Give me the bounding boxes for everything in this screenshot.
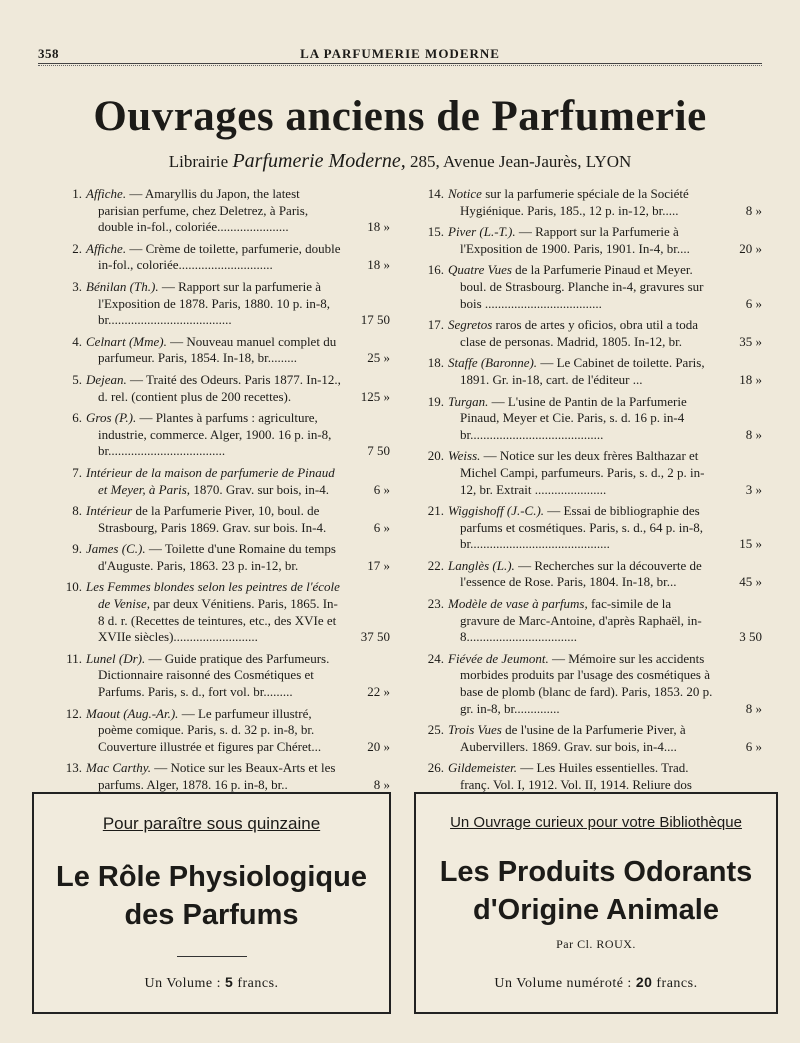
- catalogue-entry: [422, 651, 762, 717]
- entry-description: [448, 317, 762, 350]
- catalogue-entry: [60, 706, 390, 756]
- entry-price: 22 »: [367, 684, 390, 700]
- entry-price: 20 »: [739, 240, 762, 256]
- entry-number: 10.: [65, 579, 82, 595]
- entry-price: 18 »: [367, 257, 390, 273]
- entry-description: [448, 503, 762, 553]
- entry-author: Maout (Aug.-Ar.).: [86, 705, 179, 721]
- entry-text: de la Parfumerie Pinaud et Meyer. boul. de Strasbourg. Planche in-4, gravures sur bois ....................................: [460, 262, 704, 311]
- entry-author: Lunel (Dr).: [86, 650, 146, 666]
- entry-price: 3 »: [745, 481, 762, 497]
- running-header: [38, 44, 762, 64]
- entry-text: — Recherches sur la découverte de l'essence de Rose. Paris, 1804. In-18, br...: [460, 557, 702, 590]
- catalogue-entry: [60, 760, 390, 793]
- advert-kicker: Un Ouvrage curieux pour votre Bibliothèque: [450, 814, 742, 831]
- entry-price: 25 »: [367, 350, 390, 366]
- catalogue-entry: [60, 465, 390, 498]
- entry-price: 6 »: [745, 295, 762, 311]
- page-title: Ouvrages anciens de Parfumerie: [93, 93, 707, 140]
- entry-number: 22.: [427, 557, 444, 573]
- entry-author: Piver (L.-T.).: [448, 224, 516, 240]
- catalogue-entry: [60, 279, 390, 329]
- entry-author: Segretos: [448, 317, 493, 333]
- entry-number: 8.: [72, 503, 82, 519]
- subtitle-post: 285, Avenue Jean-Jaurès, LYON: [405, 152, 632, 171]
- entry-price: 6 »: [373, 519, 390, 535]
- entry-author: Weiss.: [448, 448, 481, 464]
- entry-author: Modèle de vase à parfums,: [448, 596, 588, 612]
- entry-price: 3 50: [739, 629, 762, 645]
- advert-divider: [177, 956, 247, 957]
- entry-author: Fiévée de Jeumont.: [448, 650, 549, 666]
- catalogue-entry: [422, 355, 762, 388]
- entry-price: 35 »: [739, 333, 762, 349]
- entry-text: — Traité des Odeurs. Paris 1877. In-12., d. rel. (contient plus de 200 recettes).: [98, 371, 341, 404]
- entry-text: — Les Huiles essentielles. Trad. franç. Vol. I, 1912. Vol. II, 1914. Reliure dos: [460, 760, 692, 792]
- entry-description: [448, 262, 762, 312]
- catalogue-entry: [422, 186, 762, 219]
- catalogue-entry: [60, 186, 390, 236]
- entry-author: Notice: [448, 186, 482, 201]
- entry-description: [448, 186, 762, 219]
- entry-price: 17 »: [367, 557, 390, 573]
- catalogue-entry: [60, 541, 390, 574]
- entry-author: James (C.).: [86, 541, 146, 557]
- entry-number: 3.: [72, 278, 82, 294]
- advert-box-role-physiologique: [32, 792, 391, 1014]
- entry-text: — L'usine de Pantin de la Parfumerie Pinaud, Meyer et Cie. Paris, s. d. 16 p. in-4 br.........................................: [460, 393, 687, 442]
- entry-price: 45 »: [739, 574, 762, 590]
- entry-text: 1870. Grav. sur bois, in-4.: [193, 481, 329, 497]
- entry-price: 18 »: [739, 371, 762, 387]
- entry-text: — Essai de bibliographie des parfums et cosmétiques. Paris, s. d., 64 p. in-8, br...........................................: [460, 503, 703, 552]
- entry-text: — Guide pratique des Parfumeurs. Dictionnaire raisonné des Cosmétiques et Parfums. Paris, s. d., fort vol. br.........: [98, 650, 330, 700]
- entry-author: Turgan.: [448, 393, 489, 409]
- catalogue-entry: [60, 503, 390, 536]
- entry-author: Mac Carthy.: [86, 760, 151, 776]
- advert-kicker: Pour paraître sous quinzaine: [102, 814, 321, 833]
- entry-price: 37 50: [360, 629, 390, 645]
- entry-author: Intérieur de la maison de parfumerie de Pinaud et Meyer, à Paris,: [86, 464, 335, 497]
- entry-description: [448, 651, 762, 717]
- entry-author: Affiche.: [86, 186, 127, 201]
- catalogue-entry: [422, 448, 762, 498]
- entry-author: Dejean.: [86, 371, 127, 387]
- entry-price: 6 »: [745, 738, 762, 754]
- entry-description: [448, 224, 762, 257]
- entry-number: 2.: [72, 240, 82, 256]
- entry-number: 7.: [72, 464, 82, 480]
- entry-author: Affiche.: [86, 240, 127, 256]
- entry-description: [448, 448, 762, 498]
- entry-text: — Crème de toilette, parfumerie, double in-fol., coloriée.............................: [98, 240, 341, 273]
- entry-text: sur la parfumerie spéciale de la Société Hygiénique. Paris, 185., 12 p. in-12, br.....: [460, 186, 689, 218]
- entry-text: — Notice sur les Beaux-Arts et les parfums. Alger, 1878. 16 p. in-8, br..: [98, 760, 336, 792]
- subtitle-italic: Parfumerie Moderne,: [232, 150, 406, 172]
- advert-title-line-1: Le Rôle Physiologique: [56, 861, 367, 893]
- entry-description: [448, 722, 762, 755]
- catalogue-entry: [422, 558, 762, 591]
- advert-title: [416, 853, 776, 929]
- entry-author: Intérieur: [86, 503, 133, 519]
- entry-description: [448, 394, 762, 444]
- catalogue-entry: [60, 410, 390, 460]
- entry-text: — Le Cabinet de toilette. Paris, 1891. Gr. in-18, cart. de l'éditeur ...: [460, 355, 705, 387]
- entry-text: — Notice sur les deux frères Balthazar et Michel Campi, parfumeurs. Paris, s. d., 2 p. in-12, br. Extrait ......................: [460, 448, 705, 497]
- advert-title-line-1: Les Produits Odorants: [439, 856, 753, 888]
- entry-number: 23.: [427, 596, 444, 612]
- advert-author: Par Cl. ROUX.: [556, 937, 636, 951]
- catalogue-entry: [422, 317, 762, 350]
- entry-price: 6 »: [373, 481, 390, 497]
- entry-price: 20 »: [367, 738, 390, 754]
- catalogue-entry: [422, 596, 762, 646]
- entry-author: Bénilan (Th.).: [86, 278, 159, 294]
- entry-number: 6.: [72, 410, 82, 426]
- catalogue-entry: [422, 503, 762, 553]
- catalogue-entry: [422, 262, 762, 312]
- entry-text: fac-simile de la gravure de Marc-Antoine, d'après Raphaël, in-8..................................: [460, 596, 702, 645]
- catalogue-entry: [60, 579, 390, 645]
- entry-author: Trois Vues: [448, 722, 502, 738]
- catalogue-entry: [60, 241, 390, 274]
- entry-author: Gildemeister.: [448, 760, 517, 776]
- entry-number: 15.: [427, 224, 444, 240]
- entry-text: — Mémoire sur les accidents morbides produits par l'usage des cosmétiques à base de plomb (blanc de fard). Paris, 1853. 20 p. gr. in-8, br..............: [460, 650, 713, 716]
- entry-price: 8 »: [373, 777, 390, 792]
- entry-description: [448, 596, 762, 646]
- entry-author: Gros (P.).: [86, 410, 137, 426]
- entry-text: — Rapport sur la Parfumerie à l'Exposition de 1900. Paris, 1901. In-4, br....: [460, 224, 690, 256]
- entry-price: 17 50: [360, 312, 390, 328]
- entry-number: 13.: [65, 760, 82, 776]
- entry-text: par deux Vénitiens. Paris, 1865. In-8 d. r. (Recettes de teintures, etc., des XVIe et XVIIe siècles)..........................: [98, 596, 338, 645]
- advert-title: [34, 858, 389, 934]
- entry-price: 8 »: [745, 700, 762, 716]
- catalogue-entry: [422, 722, 762, 755]
- entry-price: 15 »: [739, 536, 762, 552]
- entry-price: 125 »: [360, 388, 390, 404]
- entry-author: Celnart (Mme).: [86, 333, 167, 349]
- entry-number: 16.: [427, 262, 444, 278]
- entry-price: 7 50: [367, 443, 390, 459]
- subtitle-pre: Librairie: [168, 152, 233, 171]
- entry-text: — Amaryllis du Japon, the latest parisian perfume, chez Deletrez, à Paris, double in-fol., coloriée......................: [98, 186, 309, 235]
- entry-text: — Plantes à parfums : agriculture, industrie, commerce. Alger, 1900. 16 p. in-8, br....................................: [98, 410, 332, 459]
- advert-volume-price: Un Volume numéroté : 20 francs.: [494, 974, 698, 991]
- catalogue-entry: [60, 372, 390, 405]
- advert-volume-price: Un Volume : 5 francs.: [144, 974, 279, 991]
- catalogue-entry: [422, 224, 762, 257]
- entry-number: 19.: [427, 393, 444, 409]
- entry-number: 9.: [72, 541, 82, 557]
- entry-price: 18 »: [367, 219, 390, 235]
- bookshop-address: [0, 150, 800, 173]
- catalogue-column-right: [422, 186, 762, 815]
- advert-title-line-2: d'Origine Animale: [473, 894, 719, 926]
- entry-number: 26.: [427, 760, 444, 776]
- entry-number: 1.: [72, 186, 82, 201]
- entry-text: — Toilette d'une Romaine du temps d'Auguste. Paris, 1863. 23 p. in-12, br.: [98, 541, 336, 573]
- entry-number: 18.: [427, 355, 444, 371]
- entry-number: 11.: [66, 650, 82, 666]
- advert-box-produits-odorants: [414, 792, 778, 1014]
- entry-number: 25.: [427, 722, 444, 738]
- entry-text: raros de artes y oficios, obra util a toda clase de personas. Madrid, 1805. In-12, br.: [460, 317, 699, 349]
- entry-author: Wiggishoff (J.-C.).: [448, 503, 545, 519]
- catalogue-entry: [60, 651, 390, 701]
- entry-number: 14.: [427, 186, 444, 201]
- entry-number: 12.: [65, 705, 82, 721]
- catalogue-entry: [422, 394, 762, 444]
- entry-text: — Le parfumeur illustré, poème comique. Paris, s. d. 32 p. in-8, br. Couverture illustrée et figures par Chéret...: [98, 705, 322, 754]
- entry-number: 20.: [427, 448, 444, 464]
- entry-number: 4.: [72, 333, 82, 349]
- entry-number: 5.: [72, 371, 82, 387]
- advert-title-line-2: des Parfums: [124, 899, 299, 931]
- entry-author: Langlès (L.).: [448, 557, 515, 573]
- entry-number: 24.: [427, 650, 444, 666]
- entry-price: 8 »: [745, 426, 762, 442]
- catalogue-column-left: [60, 186, 390, 799]
- entry-text: — Rapport sur la parfumerie à l'Exposition de 1878. Paris, 1880. 10 p. in-8, br......................................: [98, 278, 331, 328]
- entry-description: [448, 558, 762, 591]
- entry-number: 17.: [427, 317, 444, 333]
- entry-author: Quatre Vues: [448, 262, 512, 278]
- entry-number: 21.: [427, 503, 444, 519]
- header-rule: [38, 63, 762, 64]
- journal-title: LA PARFUMERIE MODERNE: [300, 46, 500, 61]
- entry-author: Staffe (Baronne).: [448, 355, 538, 371]
- entry-description: [448, 355, 762, 388]
- catalogue-entry: [60, 334, 390, 367]
- entry-text: — Nouveau manuel complet du parfumeur. Paris, 1854. In-18, br.........: [98, 333, 337, 366]
- page-number: 358: [38, 46, 59, 61]
- entry-text: de la Parfumerie Piver, 10, boul. de Strasbourg, Paris 1869. Grav. sur bois. In-4.: [98, 503, 327, 535]
- entry-price: 8 »: [745, 202, 762, 218]
- header-rule-dotted: [38, 65, 762, 66]
- entry-text: de l'usine de la Parfumerie Piver, à Aubervillers. 1869. Grav. sur bois, in-4....: [460, 722, 686, 754]
- entry-author: Les Femmes blondes selon les peintres de l'école de Venise,: [86, 579, 340, 612]
